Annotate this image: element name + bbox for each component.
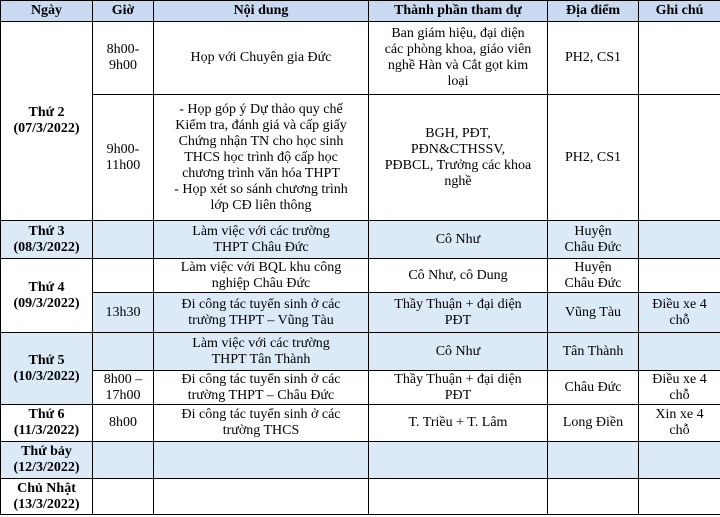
location-cell: Tân Thành: [548, 333, 639, 371]
header-row: [1, 1, 720, 22]
day-cell-sun: Chủ Nhật (13/3/2022): [1, 479, 93, 515]
table-row: [1, 479, 720, 515]
content-cell: Đi công tác tuyển sinh ở các trường THCS: [154, 405, 369, 442]
header-time: Giờ: [93, 1, 154, 22]
header-content: Nội dung: [154, 1, 369, 22]
note-cell: [639, 221, 720, 259]
time-cell: 8h00 – 17h00: [93, 371, 154, 405]
table-row: [1, 221, 720, 259]
day-cell-mon: Thứ 2 (07/3/2022): [1, 22, 93, 221]
time-cell: 8h00: [93, 405, 154, 442]
location-cell: [548, 479, 639, 515]
day-cell-wed: Thứ 4 (09/3/2022): [1, 259, 93, 333]
time-cell: 8h00- 9h00: [93, 22, 154, 95]
location-cell: PH2, CS1: [548, 95, 639, 221]
table-row: [1, 333, 720, 371]
attendees-cell: T. Triều + T. Lâm: [369, 405, 548, 442]
location-cell: Huyện Châu Đức: [548, 221, 639, 259]
content-cell: [154, 479, 369, 515]
attendees-cell: [369, 479, 548, 515]
time-cell: [93, 333, 154, 371]
attendees-cell: Cô Như: [369, 221, 548, 259]
table-row: [1, 371, 720, 405]
table-row: [1, 442, 720, 479]
note-cell: [639, 479, 720, 515]
location-cell: [548, 442, 639, 479]
day-cell-tue: Thứ 3 (08/3/2022): [1, 221, 93, 259]
header-note: Ghi chú: [639, 1, 720, 22]
header-day: Ngày: [1, 1, 93, 22]
content-cell: - Họp góp ý Dự thảo quy chế Kiểm tra, đánh giá và cấp giấy Chứng nhận TN cho học sinh THCS học trình độ cấp học chương trình văn hóa THPT - Họp xét so sánh chương trình lớp CĐ liên thông: [154, 95, 369, 221]
location-cell: Châu Đức: [548, 371, 639, 405]
header-location: Địa điểm: [548, 1, 639, 22]
note-cell: [639, 333, 720, 371]
table-row: [1, 22, 720, 95]
note-cell: [639, 22, 720, 95]
location-cell: Vũng Tàu: [548, 293, 639, 333]
table-row: [1, 259, 720, 293]
note-cell: Điều xe 4 chỗ: [639, 293, 720, 333]
content-cell: Làm việc với BQL khu công nghiệp Châu Đức: [154, 259, 369, 293]
attendees-cell: Thầy Thuận + đại diện PĐT: [369, 293, 548, 333]
location-cell: PH2, CS1: [548, 22, 639, 95]
content-cell: Đi công tác tuyển sinh ở các trường THPT – Châu Đức: [154, 371, 369, 405]
time-cell: [93, 442, 154, 479]
content-cell: Họp với Chuyên gia Đức: [154, 22, 369, 95]
day-cell-sat: Thứ bảy (12/3/2022): [1, 442, 93, 479]
attendees-cell: Ban giám hiệu, đại diện các phòng khoa, giáo viên nghề Hàn và Cắt gọt kim loại: [369, 22, 548, 95]
header-attendees: Thành phần tham dự: [369, 1, 548, 22]
attendees-cell: Cô Như, cô Dung: [369, 259, 548, 293]
note-cell: [639, 95, 720, 221]
content-cell: Đi công tác tuyển sinh ở các trường THPT – Vũng Tàu: [154, 293, 369, 333]
note-cell: Xin xe 4 chỗ: [639, 405, 720, 442]
day-cell-fri: Thứ 6 (11/3/2022): [1, 405, 93, 442]
note-cell: [639, 442, 720, 479]
day-cell-thu: Thứ 5 (10/3/2022): [1, 333, 93, 405]
location-cell: Long Điền: [548, 405, 639, 442]
content-cell: [154, 442, 369, 479]
time-cell: 13h30: [93, 293, 154, 333]
table-row: [1, 95, 720, 221]
time-cell: [93, 479, 154, 515]
attendees-cell: [369, 442, 548, 479]
time-cell: [93, 221, 154, 259]
time-cell: [93, 259, 154, 293]
content-cell: Làm việc với các trường THPT Tân Thành: [154, 333, 369, 371]
attendees-cell: Thầy Thuận + đại diện PĐT: [369, 371, 548, 405]
attendees-cell: Cô Như: [369, 333, 548, 371]
content-cell: Làm việc với các trường THPT Châu Đức: [154, 221, 369, 259]
location-cell: Huyện Châu Đức: [548, 259, 639, 293]
attendees-cell: BGH, PĐT, PĐN&CTHSSV, PĐBCL, Trưởng các khoa nghề: [369, 95, 548, 221]
time-cell: 9h00- 11h00: [93, 95, 154, 221]
table-row: [1, 405, 720, 442]
note-cell: Điều xe 4 chỗ: [639, 371, 720, 405]
table-row: [1, 293, 720, 333]
note-cell: [639, 259, 720, 293]
